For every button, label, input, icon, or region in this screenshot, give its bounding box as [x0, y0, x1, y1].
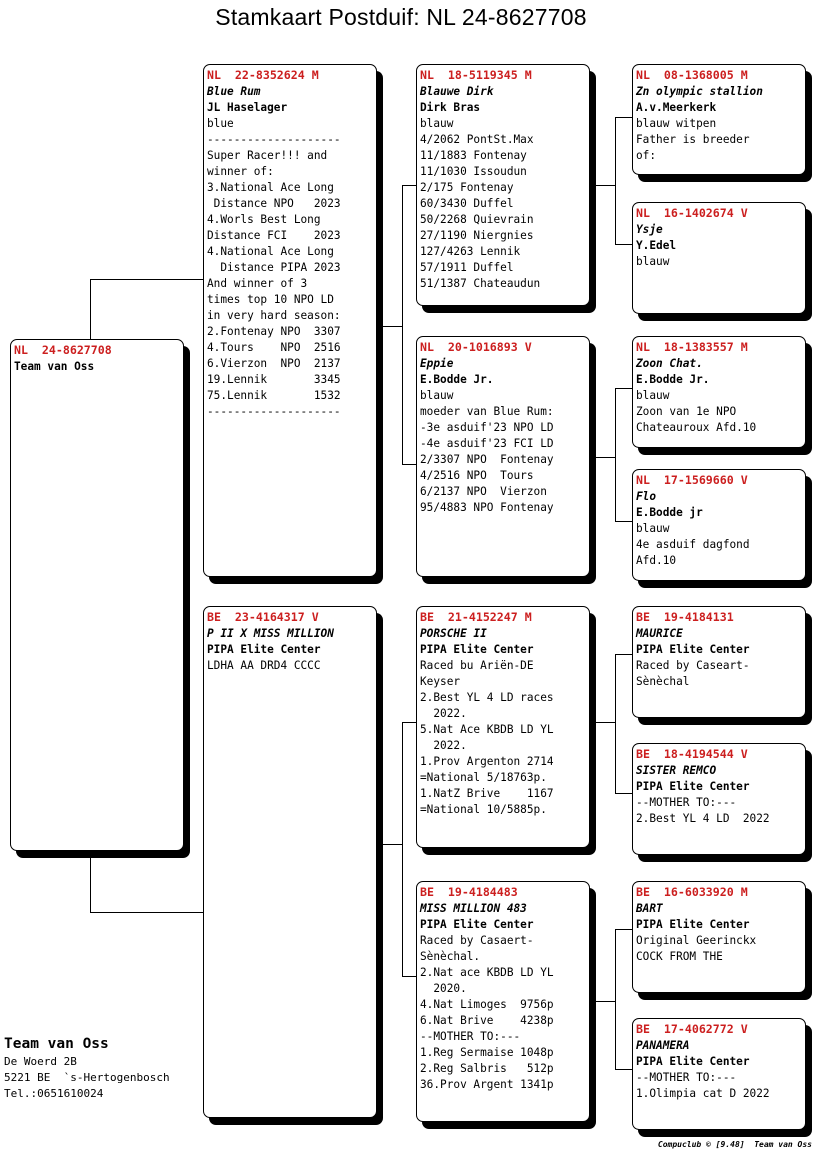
card-line: Zoon van 1e NPO — [636, 405, 737, 418]
card-line: Chateauroux Afd.10 — [636, 421, 757, 434]
card-line: =National 10/5885p. — [420, 803, 547, 816]
card-line: 2.Fontenay NPO 3307 — [207, 325, 341, 338]
card-line: 60/3430 Duffel — [420, 197, 514, 210]
card-line: 11/1883 Fontenay — [420, 149, 527, 162]
page-title: Stamkaart Postduif: NL 24-8627708 — [215, 4, 587, 30]
breeder-name: PIPA Elite Center — [420, 643, 534, 656]
card-line: Distance PIPA 2023 — [207, 261, 341, 274]
card-line: blauw — [636, 255, 670, 268]
card-line: -------------------- — [207, 405, 341, 418]
card-line: 1.Olimpia cat D 2022 — [636, 1087, 770, 1100]
card-line: 6.Nat Brive 4238p — [420, 1014, 554, 1027]
card-line: 4.National Ace Long — [207, 245, 334, 258]
card-line: blauw witpen — [636, 117, 717, 130]
ring-number: NL 18-5119345 M — [420, 68, 532, 82]
card-line: =National 5/18763p. — [420, 771, 547, 784]
card-line: 4.Tours NPO 2516 — [207, 341, 341, 354]
pigeon-card-mother — [203, 606, 377, 1118]
breeder-name: PIPA Elite Center — [207, 643, 321, 656]
card-line: --MOTHER TO:--- — [636, 796, 737, 809]
card-line: Afd.10 — [636, 554, 677, 567]
pigeon-name: Flo — [636, 490, 657, 503]
card-line: Sènèchal — [636, 675, 690, 688]
pigeon-name: Zn olympic stallion — [636, 85, 763, 98]
pigeon-card-mff — [632, 606, 806, 718]
pigeon-name: Ysje — [636, 223, 663, 236]
owner-name: Team van Oss — [4, 1036, 109, 1052]
ring-number: NL 16-1402674 V — [636, 206, 748, 220]
card-line: 6/2137 NPO Vierzon — [420, 485, 547, 498]
card-line: Distance NPO 2023 — [207, 197, 341, 210]
ring-number: NL 22-8352624 M — [207, 68, 319, 82]
card-line: 1.Reg Sermaise 1048p — [420, 1046, 554, 1059]
owner-block — [4, 1034, 170, 1102]
pigeon-card-fm — [416, 336, 590, 577]
pigeon-card-mmf — [632, 881, 806, 993]
pigeon-name: MAURICE — [636, 627, 683, 640]
card-line: blauw — [636, 522, 670, 535]
ring-number: NL 17-1569660 V — [636, 473, 748, 487]
card-line: moeder van Blue Rum: — [420, 405, 554, 418]
ring-number: NL 08-1368005 M — [636, 68, 748, 82]
ring-number: BE 21-4152247 M — [420, 610, 532, 624]
owner-line: Team van Oss — [14, 360, 95, 373]
card-line: Keyser — [420, 675, 461, 688]
breeder-name: PIPA Elite Center — [636, 918, 750, 931]
ring-number: BE 16-6033920 M — [636, 885, 748, 899]
address-phone: Tel.:0651610024 — [4, 1087, 104, 1100]
card-line: 2/175 Fontenay — [420, 181, 514, 194]
pigeon-name: Eppie — [420, 357, 454, 370]
card-line: -3e asduif'23 NPO LD — [420, 421, 554, 434]
ring-number: NL 20-1016893 V — [420, 340, 532, 354]
pigeon-card-subject — [10, 339, 184, 851]
breeder-name: JL Haselager — [207, 101, 288, 114]
card-line: 3.National Ace Long — [207, 181, 334, 194]
card-line: Raced by Casaert- — [420, 934, 534, 947]
pigeon-card-ffm — [632, 202, 806, 314]
card-line: --MOTHER TO:--- — [420, 1030, 521, 1043]
breeder-name: E.Bodde Jr. — [636, 373, 710, 386]
card-line: 1.NatZ Brive 1167 — [420, 787, 554, 800]
card-line: 2/3307 NPO Fontenay — [420, 453, 554, 466]
ring-number: BE 19-4184131 — [636, 610, 734, 624]
card-line: Sènèchal. — [420, 950, 481, 963]
pigeon-card-mmm — [632, 1018, 806, 1130]
card-line: 5.Nat Ace KBDB LD YL — [420, 723, 554, 736]
card-line: Original Geerinckx — [636, 934, 757, 947]
card-line: 4.Nat Limoges 9756p — [420, 998, 554, 1011]
address-street: De Woerd 2B — [4, 1055, 77, 1068]
pigeon-card-mf — [416, 606, 590, 848]
ring-number: NL 24-8627708 — [14, 343, 112, 357]
breeder-name: PIPA Elite Center — [636, 780, 750, 793]
pigeon-name: Blauwe Dirk — [420, 85, 494, 98]
breeder-name: Y.Edel — [636, 239, 677, 252]
card-line: 27/1190 Niergnies — [420, 229, 534, 242]
breeder-name: E.Bodde jr — [636, 506, 703, 519]
card-line: 4e asduif dagfond — [636, 538, 750, 551]
pigeon-name: P II X MISS MILLION — [207, 627, 334, 640]
card-line: 2.Reg Salbris 512p — [420, 1062, 554, 1075]
card-line: COCK FROM THE — [636, 950, 723, 963]
card-line: And winner of 3 — [207, 277, 308, 290]
card-line: 51/1387 Chateaudun — [420, 277, 541, 290]
card-line: 4/2516 NPO Tours — [420, 469, 534, 482]
card-line: 11/1030 Issoudun — [420, 165, 527, 178]
card-line: 50/2268 Quievrain — [420, 213, 534, 226]
card-line: winner of: — [207, 165, 274, 178]
card-line: 2.Best YL 4 LD races — [420, 691, 554, 704]
pigeon-name: PANAMERA — [636, 1039, 690, 1052]
card-line: 4/2062 PontSt.Max — [420, 133, 534, 146]
card-line: 95/4883 NPO Fontenay — [420, 501, 554, 514]
card-line: Distance FCI 2023 — [207, 229, 341, 242]
card-line: blauw — [420, 117, 454, 130]
card-line: 19.Lennik 3345 — [207, 373, 341, 386]
footer-credit: Compuclub © [9.48] Team van Oss — [657, 1140, 812, 1149]
pigeon-card-fmf — [632, 336, 806, 448]
card-line: in very hard season: — [207, 309, 341, 322]
address-city: 5221 BE `s-Hertogenbosch — [4, 1071, 170, 1084]
pigeon-card-mfm — [632, 743, 806, 855]
pigeon-card-fmm — [632, 469, 806, 581]
ring-number: BE 18-4194544 V — [636, 747, 748, 761]
card-line: blue — [207, 117, 234, 130]
pigeon-card-ff — [416, 64, 590, 306]
card-line: Raced bu Ariën-DE — [420, 659, 534, 672]
ring-number: BE 23-4164317 V — [207, 610, 319, 624]
card-line: 2.Nat ace KBDB LD YL — [420, 966, 554, 979]
card-line: Super Racer!!! and — [207, 149, 328, 162]
card-line: Raced by Caseart- — [636, 659, 750, 672]
card-line: 75.Lennik 1532 — [207, 389, 341, 402]
card-line: 2022. — [420, 739, 467, 752]
card-line: 2020. — [420, 982, 467, 995]
card-line: of: — [636, 149, 657, 162]
pigeon-name: BART — [636, 902, 663, 915]
pigeon-name: SISTER REMCO — [636, 764, 717, 777]
ring-number: BE 19-4184483 — [420, 885, 518, 899]
card-line: 4.Worls Best Long — [207, 213, 321, 226]
card-line: 2.Best YL 4 LD 2022 — [636, 812, 770, 825]
card-line: LDHA AA DRD4 CCCC — [207, 659, 321, 672]
pigeon-card-mm — [416, 881, 590, 1122]
breeder-name: A.v.Meerkerk — [636, 101, 717, 114]
card-line: 57/1911 Duffel — [420, 261, 514, 274]
pigeon-name: Blue Rum — [207, 85, 261, 98]
breeder-name: PIPA Elite Center — [636, 1055, 750, 1068]
card-line: 6.Vierzon NPO 2137 — [207, 357, 341, 370]
breeder-name: PIPA Elite Center — [420, 918, 534, 931]
ring-number: NL 18-1383557 M — [636, 340, 748, 354]
card-line: -------------------- — [207, 133, 341, 146]
card-line: -4e asduif'23 FCI LD — [420, 437, 554, 450]
card-line: blauw — [420, 389, 454, 402]
card-line: 1.Prov Argenton 2714 — [420, 755, 554, 768]
breeder-name: E.Bodde Jr. — [420, 373, 494, 386]
pigeon-name: Zoon Chat. — [636, 357, 703, 370]
pigeon-name: MISS MILLION 483 — [420, 902, 527, 915]
card-line: 127/4263 Lennik — [420, 245, 521, 258]
pigeon-name: PORSCHE II — [420, 627, 487, 640]
breeder-name: Dirk Bras — [420, 101, 481, 114]
breeder-name: PIPA Elite Center — [636, 643, 750, 656]
card-line: times top 10 NPO LD — [207, 293, 334, 306]
ring-number: BE 17-4062772 V — [636, 1022, 748, 1036]
card-line: 2022. — [420, 707, 467, 720]
pigeon-card-father — [203, 64, 377, 577]
card-line: --MOTHER TO:--- — [636, 1071, 737, 1084]
card-line: blauw — [636, 389, 670, 402]
card-line: 36.Prov Argent 1341p — [420, 1078, 554, 1091]
card-line: Father is breeder — [636, 133, 750, 146]
pigeon-card-fff — [632, 64, 806, 175]
